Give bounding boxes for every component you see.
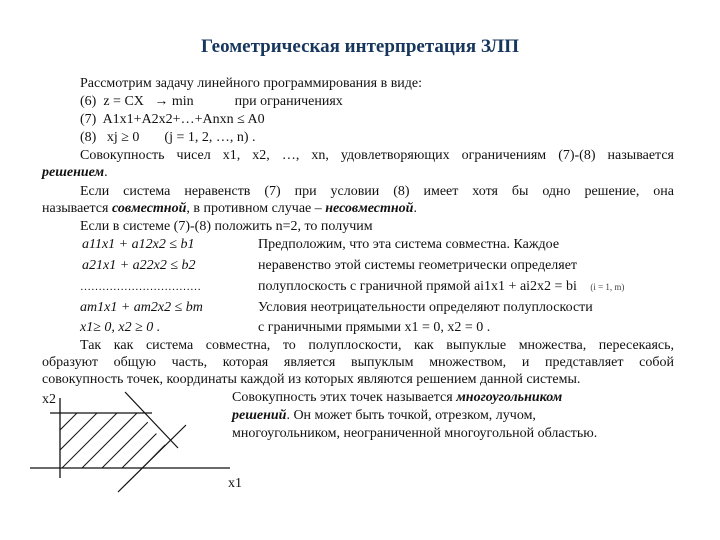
convex-line-1: Так как система совместна, то полуплоскости, как выпуклые множества, пересекаясь, (80, 338, 674, 353)
system-row-m: am1x1 + am2x2 ≤ bm (80, 300, 203, 315)
compat-def-line1: Если система неравенств (7) при условии (8) имеет хотя бы одно решение, она (80, 184, 674, 199)
n2-text: Если в системе (7)-(8) положить n=2, то получим (80, 219, 373, 234)
term-polygon: многоугольником (456, 390, 563, 405)
right-text-1: Предположим, что эта система совместна. Каждое (258, 237, 560, 252)
axis-y-label: x2 (42, 392, 56, 407)
compat-def-line2: называется совместной, в противном случае – несовместной. (42, 201, 417, 216)
eq6-arrow: → min (154, 94, 194, 109)
system-dots: …………………………… (80, 281, 201, 293)
system-row-1: a11x1 + a12x2 ≤ b1 (82, 237, 195, 252)
eq6-condition: при ограничениях (234, 94, 343, 109)
right-text-5: с граничными прямыми x1 = 0, x2 = 0 . (258, 320, 491, 335)
convex-line-3: совокупность точек, координаты каждой из которых являются решением данной системы. (42, 372, 581, 387)
right-text-2: неравенство этой системы геометрически определяет (258, 258, 578, 273)
right-text-3: полуплоскость с граничной прямой ai1x1 + ai2x2 = bi (i = 1, m) (258, 279, 625, 294)
intro-text: Рассмотрим задачу линейного программирования в виде: (80, 76, 423, 91)
term-solutions: решений (232, 408, 287, 423)
eq8-range: (j = 1, 2, …, n) . (164, 130, 256, 145)
solution-def-line1: Совокупность чисел x1, x2, …, xn, удовлетворяющих ограничениям (7)-(8) называется (80, 148, 674, 163)
feasible-region-hatching (40, 390, 220, 480)
boundary-line-right (125, 392, 178, 448)
convex-line-2: образуют общую часть, которая является выпуклым множеством, и представляет собой (42, 355, 674, 370)
term-compatible: совместной (111, 201, 187, 216)
polygon-def-line1: Совокупность этих точек называется многоугольником (232, 390, 563, 405)
axis-x-label: x1 (228, 476, 242, 491)
boundary-line-lower (118, 425, 186, 492)
index-range-note: (i = 1, m) (590, 282, 625, 292)
eq6-number: (6) (80, 94, 97, 109)
page-title: Геометрическая интерпретация ЗЛП (201, 36, 519, 57)
term-solution: решением (42, 165, 105, 180)
solution-def-line2: решением. (42, 165, 108, 180)
eq6-expression: z = CX (103, 94, 144, 109)
eq8-number: (8) (80, 130, 97, 145)
eq7-number: (7) (80, 112, 97, 127)
eq7-expression: A1x1+A2x2+…+Anxn ≤ A0 (102, 112, 265, 127)
system-nonneg: x1≥ 0, x2 ≥ 0 . (80, 320, 161, 335)
eq8-expression: xj ≥ 0 (106, 130, 140, 145)
term-incompatible: несовместной (325, 201, 414, 216)
polygon-def-line3: многоугольником, неограниченной многоугольной областью. (232, 426, 598, 441)
system-row-2: a21x1 + a22x2 ≤ b2 (82, 258, 196, 273)
polygon-def-line2: решений. Он может быть точкой, отрезком, лучом, (232, 408, 536, 423)
right-text-4: Условия неотрицательности определяют полуплоскости (258, 300, 593, 315)
